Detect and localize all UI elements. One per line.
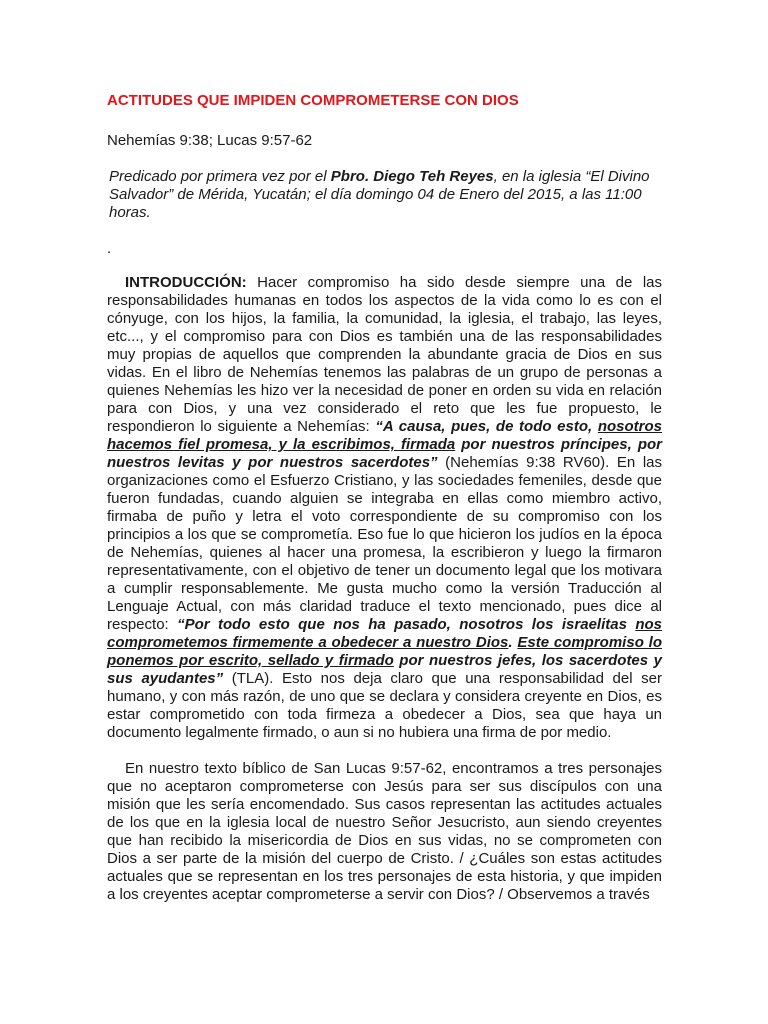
- body-paragraph-2: En nuestro texto bíblico de San Lucas 9:57-62, encontramos a tres personajes que no aceptaron comprometerse con Jesús para ser sus discípulos con una misión que les sería encomendado. Sus casos representan las actitudes actuales de los que en la iglesia local de nuestro Señor Jesucristo, aun siendo creyentes que han recibido la misericordia de Dios en sus vidas, no se comprometen con Dios a ser parte de la misión del cuerpo de Cristo. / ¿Cuáles son estas actitudes actuales que se representan en los tres personajes de esta historia, y que impiden a los creyentes aceptar comprometerse a servir con Dios? / Observemos a través: [107, 760, 662, 903]
- intro-text-1: Hacer compromiso ha sido desde siempre una de las responsabilidades humanas en todos los aspectos de la vida como lo es con el cónyuge, con los hijos, la familia, la comunidad, la iglesia, el trabajo, las leyes, etc..., y el compromiso para con Dios es también una de las responsabilidades muy propias de aquellos que comprenden la abundante gracia de Dios en sus vidas. En el libro de Nehemías tenemos las palabras de un grupo de personas a quienes Nehemías les hizo ver la necesidad de poner en orden su vida en relación para con Dios, y una vez considerado el reto que les fue propuesto, le respondieron lo siguiente a Nehemías:: [107, 274, 662, 435]
- quote-tla-underlined-2: Este compromiso lo ponemos por escrito, sellado y firmado: [107, 634, 662, 669]
- document-title: ACTITUDES QUE IMPIDEN COMPROMETERSE CON DIOS: [107, 92, 519, 109]
- preached-after: , en la iglesia “El Divino Salvador” de Mérida, Yucatán; el día domingo 04 de Enero del 2015, a las 11:00 horas.: [109, 168, 650, 221]
- separator-dot: .: [107, 240, 112, 257]
- preached-note: [109, 168, 662, 222]
- quote-tla-end: por nuestros jefes, los sacerdotes y sus ayudantes”: [107, 652, 662, 687]
- intro-paragraph: [107, 274, 662, 742]
- quote-nehemiah-underlined: nosotros hacemos fiel promesa, y la escribimos, firmada: [107, 418, 662, 453]
- bible-references: Nehemías 9:38; Lucas 9:57-62: [107, 132, 313, 149]
- quote-nehemiah-start: “A causa, pues, de todo esto,: [375, 418, 598, 435]
- preached-before: Predicado por primera vez por el: [109, 168, 331, 185]
- intro-text-3: (TLA). Esto nos deja claro que una responsabilidad del ser humano, y con más razón, de uno que se declara y considera creyente en Dios, es estar comprometido con toda firmeza a obedecer a Dios, sea que haya un documento legalmente firmado, o aun si no hubiera una firma de por medio.: [107, 670, 662, 741]
- quote-tla-start: “Por todo esto que nos ha pasado, nosotros los israelitas: [177, 616, 636, 633]
- quote-tla-underlined-1: nos comprometemos firmemente a obedecer a nuestro Dios: [107, 616, 662, 651]
- intro-text-2: (Nehemías 9:38 RV60). En las organizaciones como el Esfuerzo Cristiano, y las sociedades femeniles, desde que fueron fundadas, cuando alguien se integraba en ellas como miembro activo, firmaba de puño y letra el voto correspondiente de su compromiso con los principios a los que se comprometía. Eso fue lo que hicieron los judíos en la época de Nehemías, quienes al hacer una promesa, la escribieron y luego la firmaron representativamente, con el objetivo de tener un documento legal que los motivara a cumplir responsablemente. Me gusta mucho como la versión Traducción al Lenguaje Actual, con más claridad traduce el texto mencionado, pues dice al respecto:: [107, 454, 662, 633]
- quote-tla-mid: .: [508, 634, 518, 651]
- intro-heading: INTRODUCCIÓN:: [125, 274, 247, 291]
- preacher-name: Pbro. Diego Teh Reyes: [330, 168, 494, 185]
- quote-nehemiah-end: por nuestros príncipes, por nuestros levitas y por nuestros sacerdotes”: [107, 436, 662, 471]
